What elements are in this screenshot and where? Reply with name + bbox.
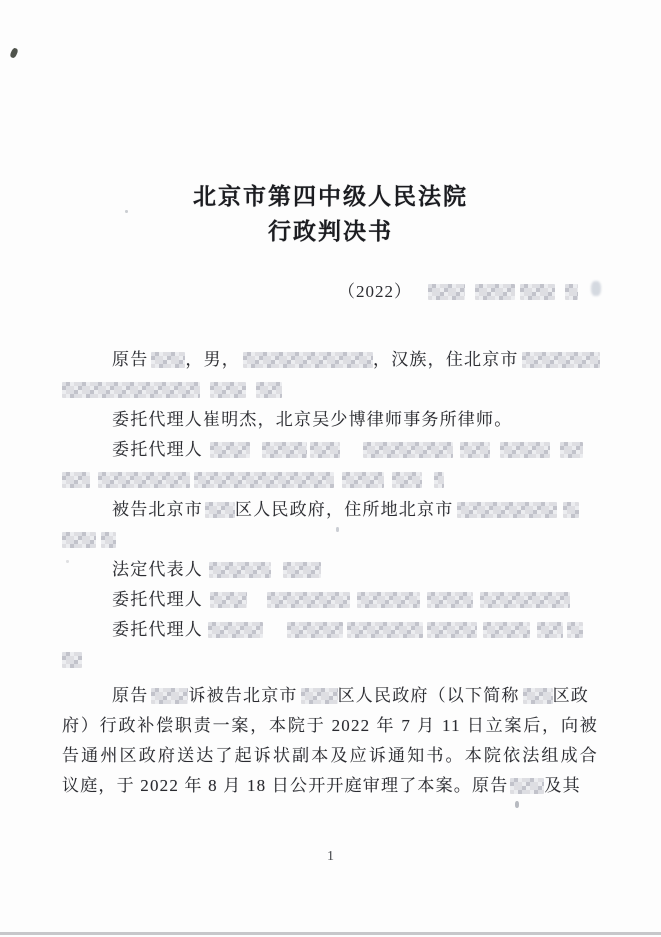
document-line (62, 465, 598, 495)
redaction-block (243, 352, 373, 368)
redaction-block (565, 284, 578, 300)
redaction-block (310, 442, 340, 458)
text-run: 委托代理人崔明杰，北京吴少博律师事务所律师。 (112, 410, 513, 429)
document-line (62, 741, 598, 771)
redaction-block (520, 284, 555, 300)
scan-speck (336, 527, 339, 532)
redaction-block (457, 502, 557, 518)
document-type-title: 行政判决书 (268, 219, 393, 244)
text-run: 委托代理人 (112, 590, 203, 609)
text-run: 委托代理人 (112, 620, 203, 639)
document-line (62, 375, 598, 405)
redaction-block (210, 382, 246, 398)
redaction-block (563, 502, 579, 518)
text-run: 原告 (112, 686, 149, 705)
redaction-block (434, 472, 444, 488)
text-run: 委托代理人 (112, 440, 203, 459)
redaction-block (567, 622, 583, 638)
text-run: 及其 (544, 776, 581, 795)
redaction-block (510, 778, 544, 794)
redaction-block (480, 592, 570, 608)
document-line (62, 711, 598, 741)
redaction-block (342, 472, 384, 488)
court-name-title: 北京市第四中级人民法院 (193, 184, 468, 209)
scan-bottom-edge (0, 932, 661, 935)
redaction-block (475, 284, 515, 300)
text-run: 法定代表人 (112, 560, 203, 579)
scan-speck (66, 560, 69, 563)
redaction-block (357, 592, 420, 608)
document-line (62, 525, 598, 555)
redaction-block (210, 592, 247, 608)
redaction-block (500, 442, 550, 458)
scan-speck (9, 47, 19, 59)
document-line (62, 405, 598, 435)
document-line (62, 585, 598, 615)
case-number-line (62, 277, 598, 307)
document-line (62, 495, 598, 525)
text-run: 原告 (112, 350, 149, 369)
case-summary-paragraph (62, 681, 598, 801)
text-run: 区人民政府（以下简称 (337, 686, 520, 705)
scan-speck (125, 210, 128, 213)
redaction-block (523, 688, 553, 704)
redaction-block (560, 442, 583, 458)
redaction-block (262, 442, 307, 458)
text-run: 告通州区政府送达了起诉状副本及应诉通知书。本院依法组成合 (62, 746, 598, 765)
redaction-block (256, 382, 282, 398)
party-information-section (62, 345, 598, 675)
redaction-block (98, 472, 190, 488)
page-number: 1 (327, 849, 334, 864)
document-header (0, 179, 661, 249)
redaction-block (62, 382, 200, 398)
redaction-block (209, 562, 271, 578)
scan-speck (591, 281, 601, 296)
text-run: 议庭，于 2022 年 8 月 18 日公开开庭审理了本案。原告 (62, 776, 509, 795)
document-line (62, 681, 598, 711)
scan-speck (515, 801, 519, 808)
text-run: ，汉族，住北京市 (373, 350, 519, 369)
redaction-block (267, 592, 350, 608)
redaction-block (151, 688, 188, 704)
redaction-block (392, 472, 422, 488)
redaction-block (363, 442, 453, 458)
redaction-block (208, 622, 263, 638)
text-run: 被告北京市 (112, 500, 203, 519)
redaction-block (483, 622, 530, 638)
redaction-block (151, 352, 185, 368)
redaction-block (62, 472, 90, 488)
redaction-block (347, 622, 423, 638)
redaction-block (427, 622, 477, 638)
redaction-block (427, 592, 473, 608)
redaction-block (428, 284, 465, 300)
document-line (62, 771, 598, 801)
redaction-block (101, 532, 116, 548)
redaction-block (522, 352, 600, 368)
text-run: （2022） (338, 282, 412, 301)
redaction-block (460, 442, 490, 458)
document-line (62, 435, 598, 465)
text-run: ，男， (185, 350, 241, 369)
text-run: 诉被告北京市 (188, 686, 298, 705)
text-run: 区人民政府，住所地北京市 (235, 500, 454, 519)
redaction-block (301, 688, 338, 704)
document-line (62, 645, 598, 675)
redaction-block (287, 622, 343, 638)
redaction-block (210, 442, 250, 458)
document-line (62, 615, 598, 645)
text-run: 区政 (552, 686, 590, 705)
redaction-block (283, 562, 321, 578)
redaction-block (62, 532, 96, 548)
redaction-block (194, 472, 334, 488)
document-line (62, 555, 598, 585)
document-line (62, 345, 598, 375)
redaction-block (537, 622, 563, 638)
redaction-block (62, 652, 82, 668)
text-run: 府）行政补偿职责一案，本院于 2022 年 7 月 11 日立案后，向被 (62, 716, 598, 735)
redaction-block (205, 502, 235, 518)
